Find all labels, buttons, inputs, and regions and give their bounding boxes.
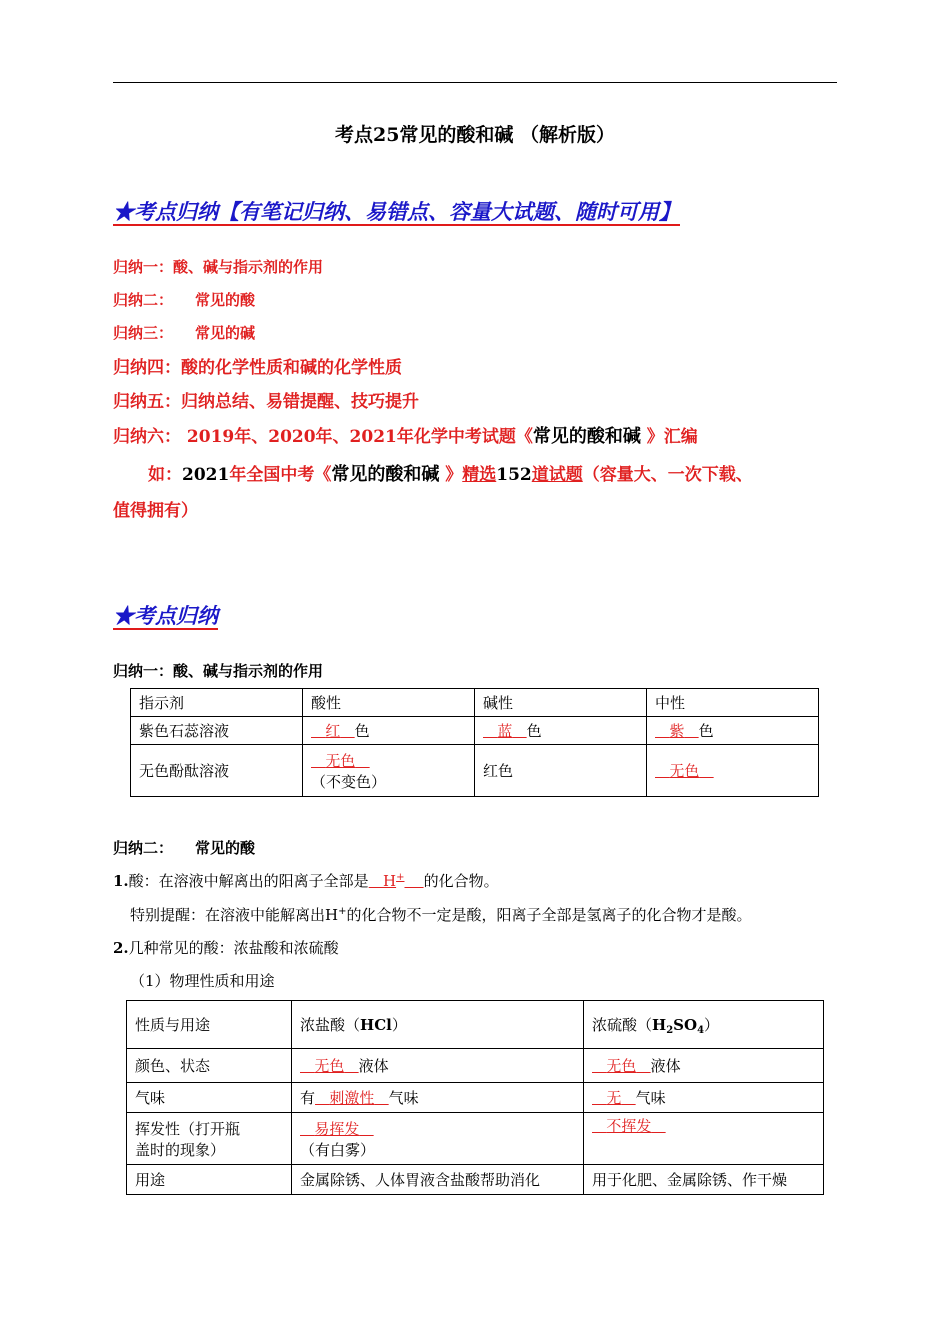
header-text: 浓盐酸（ bbox=[300, 1016, 361, 1034]
toc-text: 酸、碱与指示剂的作用 bbox=[173, 258, 324, 276]
table-row bbox=[131, 745, 819, 797]
table-cell: 颜色、状态 bbox=[127, 1049, 292, 1083]
cell-text: 挥发性（打开瓶 bbox=[135, 1119, 241, 1138]
table-cell: 红色 bbox=[475, 745, 647, 797]
toc-text: 常见的酸 bbox=[195, 291, 256, 309]
cell-suffix: 色 bbox=[354, 722, 370, 740]
table-header: 指示剂 bbox=[131, 689, 303, 717]
section-2-title bbox=[113, 837, 255, 858]
cell-note: （不变色） bbox=[311, 772, 387, 791]
table-cell bbox=[584, 1083, 824, 1113]
para-text: 几种常见的酸：浓盐酸和浓硫酸 bbox=[128, 939, 339, 957]
answer-fill: 紫 bbox=[669, 722, 685, 740]
item-number: 1. bbox=[113, 872, 129, 890]
table-cell: 无色酚酞溶液 bbox=[131, 745, 303, 797]
table-cell bbox=[475, 717, 647, 745]
cell-note: （有白雾） bbox=[300, 1140, 376, 1159]
toc-text: 常见的碱 bbox=[195, 324, 256, 342]
toc-label: 归纳六： bbox=[113, 427, 181, 447]
subscript: 2 bbox=[666, 1024, 674, 1036]
table-row bbox=[131, 689, 819, 717]
formula: H bbox=[652, 1015, 667, 1034]
promo-line-1 bbox=[148, 460, 753, 486]
header-text: ） bbox=[704, 1015, 720, 1034]
promo-mid: 年全国中考《 bbox=[229, 465, 332, 485]
table-row bbox=[127, 1113, 824, 1165]
section-2-sub: 常见的酸 bbox=[195, 839, 256, 857]
cell-prefix: 有 bbox=[300, 1089, 316, 1107]
formula: SO bbox=[673, 1015, 698, 1034]
table-cell bbox=[303, 717, 475, 745]
table-cell: 金属除锈、人体胃液含盐酸帮助消化 bbox=[292, 1165, 584, 1195]
toc-label: 归纳一： bbox=[113, 258, 174, 276]
table-cell bbox=[584, 1113, 824, 1165]
toc-text: 归纳总结、易错提醒、技巧提升 bbox=[181, 392, 419, 412]
answer-fill: 刺激性 bbox=[329, 1089, 375, 1107]
table-cell: 用途 bbox=[127, 1165, 292, 1195]
toc-label: 归纳三： bbox=[113, 324, 174, 342]
promo-prefix: 如： bbox=[148, 465, 182, 485]
subscript: 4 bbox=[697, 1024, 705, 1036]
toc-item-5 bbox=[113, 387, 419, 412]
table-row bbox=[127, 1049, 824, 1083]
cell-suffix: 气味 bbox=[635, 1089, 666, 1107]
cell-suffix: 液体 bbox=[358, 1057, 389, 1075]
table-header: 酸性 bbox=[303, 689, 475, 717]
table-header bbox=[292, 1001, 584, 1049]
toc-topic: 常见的酸和碱 bbox=[532, 426, 641, 447]
para-text: 酸：在溶液中解离出的阳离子全部是 bbox=[128, 872, 369, 890]
promo-tail-1: （容量大、一次下载、 bbox=[582, 465, 753, 485]
toc-item-1 bbox=[113, 256, 323, 277]
header-rule bbox=[113, 82, 837, 83]
answer-fill: H bbox=[383, 872, 397, 890]
table-header: 碱性 bbox=[475, 689, 647, 717]
answer-fill: 无色 bbox=[669, 762, 700, 780]
header-text: ） bbox=[391, 1016, 407, 1034]
promo-line-2: 值得拥有） bbox=[113, 501, 198, 521]
cell-suffix: 色 bbox=[526, 722, 542, 740]
table-header: 性质与用途 bbox=[127, 1001, 292, 1049]
promo-year: 2021 bbox=[182, 465, 230, 485]
answer-fill: 无色 bbox=[325, 751, 356, 770]
table-cell bbox=[303, 745, 475, 797]
toc-tail: 》汇编 bbox=[646, 427, 698, 447]
table-row bbox=[131, 717, 819, 745]
table-cell bbox=[647, 745, 819, 797]
toc-item-6 bbox=[113, 422, 698, 448]
banner-heading: ★考点归纳【有笔记归纳、易错点、容量大试题、随时可用】 bbox=[113, 199, 680, 224]
promo-select: 精选 bbox=[462, 465, 497, 485]
cell-suffix: 色 bbox=[698, 722, 714, 740]
table-row bbox=[127, 1001, 824, 1049]
table-header bbox=[584, 1001, 824, 1049]
table-cell: 紫色石蕊溶液 bbox=[131, 717, 303, 745]
header-text: 浓硫酸（ bbox=[592, 1015, 653, 1034]
answer-fill: 无色 bbox=[606, 1057, 637, 1075]
section-heading: ★考点归纳 bbox=[113, 603, 218, 628]
indicator-table bbox=[130, 688, 819, 797]
answer-fill: 红 bbox=[325, 722, 341, 740]
promo-unit: 道试题 bbox=[531, 465, 583, 485]
para-text: 的化合物不一定是酸，阳离子全部是氢离子的化合物才是酸。 bbox=[346, 906, 752, 924]
toc-text: 酸的化学性质和碱的化学性质 bbox=[181, 358, 402, 378]
answer-sup: + bbox=[396, 872, 405, 883]
toc-label: 归纳二： bbox=[113, 291, 174, 309]
paragraph-1 bbox=[113, 870, 499, 891]
table-cell bbox=[292, 1083, 584, 1113]
answer-fill: 无 bbox=[606, 1089, 622, 1107]
cell-text: 盖时的现象） bbox=[135, 1140, 226, 1159]
answer-fill: 无色 bbox=[314, 1057, 345, 1075]
toc-item-4 bbox=[113, 353, 402, 378]
toc-item-3 bbox=[113, 322, 255, 343]
section-1-title: 归纳一：酸、碱与指示剂的作用 bbox=[113, 662, 324, 680]
page-title: 考点25常见的酸和碱 （解析版） bbox=[334, 124, 616, 146]
paragraph-2 bbox=[130, 904, 752, 925]
table-cell bbox=[127, 1113, 292, 1165]
para-text: 的化合物。 bbox=[423, 872, 499, 890]
promo-close: 》 bbox=[445, 465, 463, 485]
para-text: 特别提醒：在溶液中能解离出H bbox=[130, 906, 339, 924]
acid-properties-table bbox=[126, 1000, 824, 1195]
answer-fill: 易挥发 bbox=[314, 1119, 360, 1138]
paragraph-3 bbox=[113, 937, 339, 958]
toc-years: 2019年、2020年、2021年化学中考试题《 bbox=[186, 427, 533, 447]
answer-fill: 蓝 bbox=[497, 722, 513, 740]
table-cell bbox=[584, 1049, 824, 1083]
toc-label: 归纳五： bbox=[113, 392, 181, 412]
cell-suffix: 气味 bbox=[388, 1089, 419, 1107]
table-cell: 气味 bbox=[127, 1083, 292, 1113]
table-cell bbox=[292, 1113, 584, 1165]
table-row bbox=[127, 1165, 824, 1195]
item-number: 2. bbox=[113, 939, 129, 957]
promo-topic: 常见的酸和碱 bbox=[331, 464, 440, 485]
promo-count: 152 bbox=[496, 465, 532, 485]
toc-item-2 bbox=[113, 289, 255, 310]
paragraph-4: （1）物理性质和用途 bbox=[130, 972, 275, 990]
table-row bbox=[127, 1083, 824, 1113]
answer-fill: 不挥发 bbox=[606, 1117, 652, 1135]
section-2-label: 归纳二： bbox=[113, 839, 174, 857]
table-cell bbox=[292, 1049, 584, 1083]
superscript: + bbox=[338, 906, 347, 917]
toc-label: 归纳四： bbox=[113, 358, 181, 378]
table-cell bbox=[647, 717, 819, 745]
table-cell: 用于化肥、金属除锈、作干燥 bbox=[584, 1165, 824, 1195]
formula: HCl bbox=[360, 1016, 392, 1034]
cell-suffix: 液体 bbox=[650, 1057, 681, 1075]
table-header: 中性 bbox=[647, 689, 819, 717]
